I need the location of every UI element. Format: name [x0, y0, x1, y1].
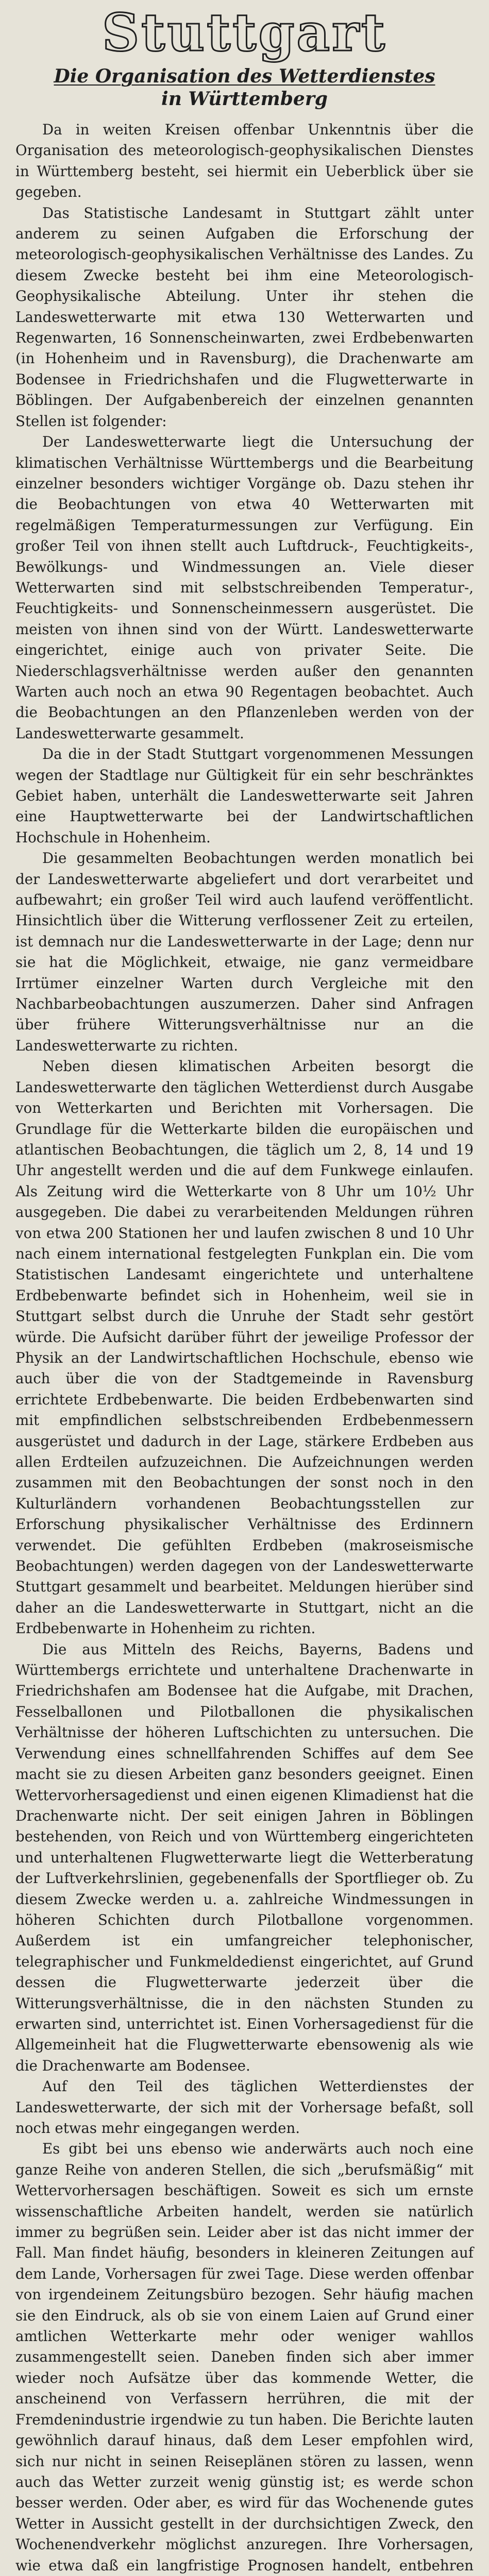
- paragraph: Die aus Mitteln des Reichs, Bayerns, Badens und Württembergs errichtete und unterhaltene Drachenwarte in Friedrichshafen am Bodensee hat die Aufgabe, mit Drachen, Fesselballonen und Pilotballonen die physikalischen Verhältnisse der höheren Luftschichten zu untersuchen. Die Verwendung eines schnellfahrenden Schiffes auf dem See macht sie zu diesen Arbeiten ganz besonders geeignet. Einen Wettervorhersagedienst und einen eigenen Klimadienst hat die Drachenwarte nicht. Der seit einigen Jahren in Böblingen bestehenden, von Reich und von Württemberg eingerichteten und unterhaltenen Flugwetterwarte liegt die Wetterberatung der Luftverkehrslinien, gegebenenfalls der Sportflieger ob. Zu diesem Zwecke werden u. a. zahlreiche Windmessungen in höheren Schichten durch Pilotballone vorgenommen. Außerdem ist ein umfangreicher telephonischer, telegraphischer und Funkmeldedienst eingerichtet, auf Grund dessen die Flugwetterwarte jederzeit über die Witterungsverhältnisse, die in den nächsten Stunden zu erwarten sind, unterrichtet ist. Einen Vorhersagedienst für die Allgemeinheit hat die Flugwetterwarte ebensowenig als wie die Drachenwarte am Bodensee.: [15, 1640, 474, 2074]
- paragraph: Es gibt bei uns ebenso wie anderwärts auch noch eine ganze Reihe von anderen Stellen, die sich „berufsmäßig“ mit Wettervorhersagen beschäftigen. Soweit es sich um ernste wissenschaftliche Arbeiten handelt, werden sie natürlich immer zu begrüßen sein. Leider aber ist das nicht immer der Fall. Man findet häufig, besonders in kleineren Zeitungen auf dem Lande, Vorhersagen für zwei Tage. Diese werden offenbar von irgendeinem Zeitungsbüro bezogen. Sehr häufig machen sie den Eindruck, als ob sie von einem Laien auf Grund einer amtlichen Wetterkarte mehr oder weniger wahllos zusammengestellt seien. Daneben finden sich aber immer wieder noch Aufsätze über das kommende Wetter, die anscheinend von Verfassern herrühren, die mit der Fremdenindustrie irgendwie zu tun haben. Die Berichte lauten gewöhnlich darauf hinaus, daß dem Leser empfohlen wird, sich nur nicht in seinen Reiseplänen stören zu lassen, wenn auch das Wetter zurzeit wenig günstig ist; es werde schon besser werden. Oder aber, es wird für das Wochenende gutes Wetter in Aussicht gestellt in der durchsichtigen Zweck, den Wochenendverkehr möglichst anzuregen. Ihre Vorhersagen, wie etwa daß ein langfristige Prognosen handelt, entbehren: [15, 2140, 474, 2574]
- paragraph: Die gesammelten Beobachtungen werden monatlich bei der Landeswetterwarte abgeliefert und dort verarbeitet und aufbewahrt; ein großer Teil wird auch laufend veröffentlicht. Hinsichtlich über die Witterung verflossener Zeit zu erteilen, ist demnach nur die Landeswetterwarte in der Lage; denn nur sie hat die Möglichkeit, etwaige, nie ganz vermeidbare Irrtümer einzelner Warten durch Vergleiche mit den Nachbarbeobachtungen auszumerzen. Daher sind Anfragen über frühere Witterungsverhältnisse nur an die Landeswetterwarte zu richten.: [15, 850, 474, 1054]
- article-title: [15, 65, 474, 110]
- article-title-line-1: Die Organisation des Wetterdienstes: [54, 65, 435, 87]
- article-title-line-2: in Württemberg: [161, 88, 328, 110]
- article-body: [15, 120, 474, 2576]
- paragraph: Da in weiten Kreisen offenbar Unkenntnis über die Organisation des meteorologisch-geophysikalischen Dienstes in Württemberg besteht, sei hiermit ein Ueberblick über sie gegeben.: [15, 121, 474, 201]
- paragraph: Neben diesen klimatischen Arbeiten besorgt die Landeswetterwarte den täglichen Wetterdienst durch Ausgabe von Wetterkarten und Berichten mit Vorhersagen. Die Grundlage für die Wetterkarte bilden die europäischen und atlantischen Beobachtungen, die täglich um 2, 8, 14 und 19 Uhr angestellt werden und die auf dem Funkwege einlaufen. Als Zeitung wird die Wetterkarte von 8 Uhr um 10½ Uhr ausgegeben. Die dabei zu verarbeitenden Meldungen rühren von etwa 200 Stationen her und laufen zwischen 8 und 10 Uhr nach einem international festgelegten Funkplan ein. Die vom Statistischen Landesamt eingerichtete und unterhaltene Erdbebenwarte befindet sich in Hohenheim, weil sie in Stuttgart selbst durch die Unruhe der Stadt sehr gestört würde. Die Aufsicht darüber führt der jeweilige Professor der Physik an der Landwirtschaftlichen Hochschule, ebenso wie auch über die von der Stadtgemeinde in Ravensburg errichtete Erdbebenwarte. Die beiden Erdbebenwarten sind mit empfindlichen selbstschreibenden Erdbebenmessern ausgerüstet und dadurch in der Lage, stärkere Erdbeben aus allen Erdteilen aufzuzeichnen. Die Aufzeichnungen werden zusammen mit den Beobachtungen der sonst noch in den Kulturländern vorhandenen Beobachtungsstellen zur Erforschung physikalischer Verhältnisse des Erdinnern verwendet. Die gefühlten Erdbeben (makroseismische Beobachtungen) werden dagegen von der Landeswetterwarte Stuttgart gesammelt und bearbeitet. Meldungen hierüber sind daher an die Landeswetterwarte in Stuttgart, nicht an die Erdbebenwarte in Hohenheim zu richten.: [15, 1058, 474, 1637]
- paragraph: Der Landeswetterwarte liegt die Untersuchung der klimatischen Verhältnisse Württembergs und die Bearbeitung einzelner besonders wichtiger Vorgänge ob. Dazu stehen ihr die Beobachtungen von etwa 40 Wetterwarten mit regelmäßigen Temperaturmessungen zur Verfügung. Ein großer Teil von ihnen stellt auch Luftdruck-, Feuchtigkeits-, Bewölkungs- und Windmessungen an. Viele dieser Wetterwarten sind mit selbstschreibenden Temperatur-, Feuchtigkeits- und Sonnenscheinmessern ausgerüstet. Die meisten von ihnen sind von der Württ. Landeswetterwarte eingerichtet, einige auch von privater Seite. Die Niederschlagsverhältnisse werden außer den genannten Warten auch noch an etwa 90 Regentagen beobachtet. Auch die Beobachtungen an den Pflanzenleben werden von der Landeswetterwarte gesammelt.: [15, 433, 474, 742]
- masthead: Stuttgart: [102, 2, 387, 63]
- paragraph: Das Statistische Landesamt in Stuttgart zählt unter anderem zu seinen Aufgaben die Erforschung der meteorologisch-geophysikalischen Verhältnisse des Landes. Zu diesem Zwecke besteht bei ihm eine Meteorologisch-Geophysikalische Abteilung. Unter ihr stehen die Landeswetterwarte mit etwa 130 Wetterwarten und Regenwarten, 16 Sonnenscheinwarten, zwei Erdbebenwarten (in Hohenheim und in Ravensburg), die Drachenwarte am Bodensee in Friedrichshafen und die Flugwetterwarte in Böblingen. Der Aufgabenbereich der einzelnen genannten Stellen ist folgender:: [15, 204, 474, 430]
- paragraph: Da die in der Stadt Stuttgart vorgenommenen Messungen wegen der Stadtlage nur Gültigkeit für ein sehr beschränktes Gebiet haben, unterhält die Landeswetterwarte seit Jahren eine Hauptwetterwarte bei der Landwirtschaftlichen Hochschule in Hohenheim.: [15, 745, 474, 846]
- paragraph: Auf den Teil des täglichen Wetterdienstes der Landeswetterwarte, der sich mit der Vorhersage befaßt, soll noch etwas mehr eingegangen werden.: [15, 2078, 474, 2137]
